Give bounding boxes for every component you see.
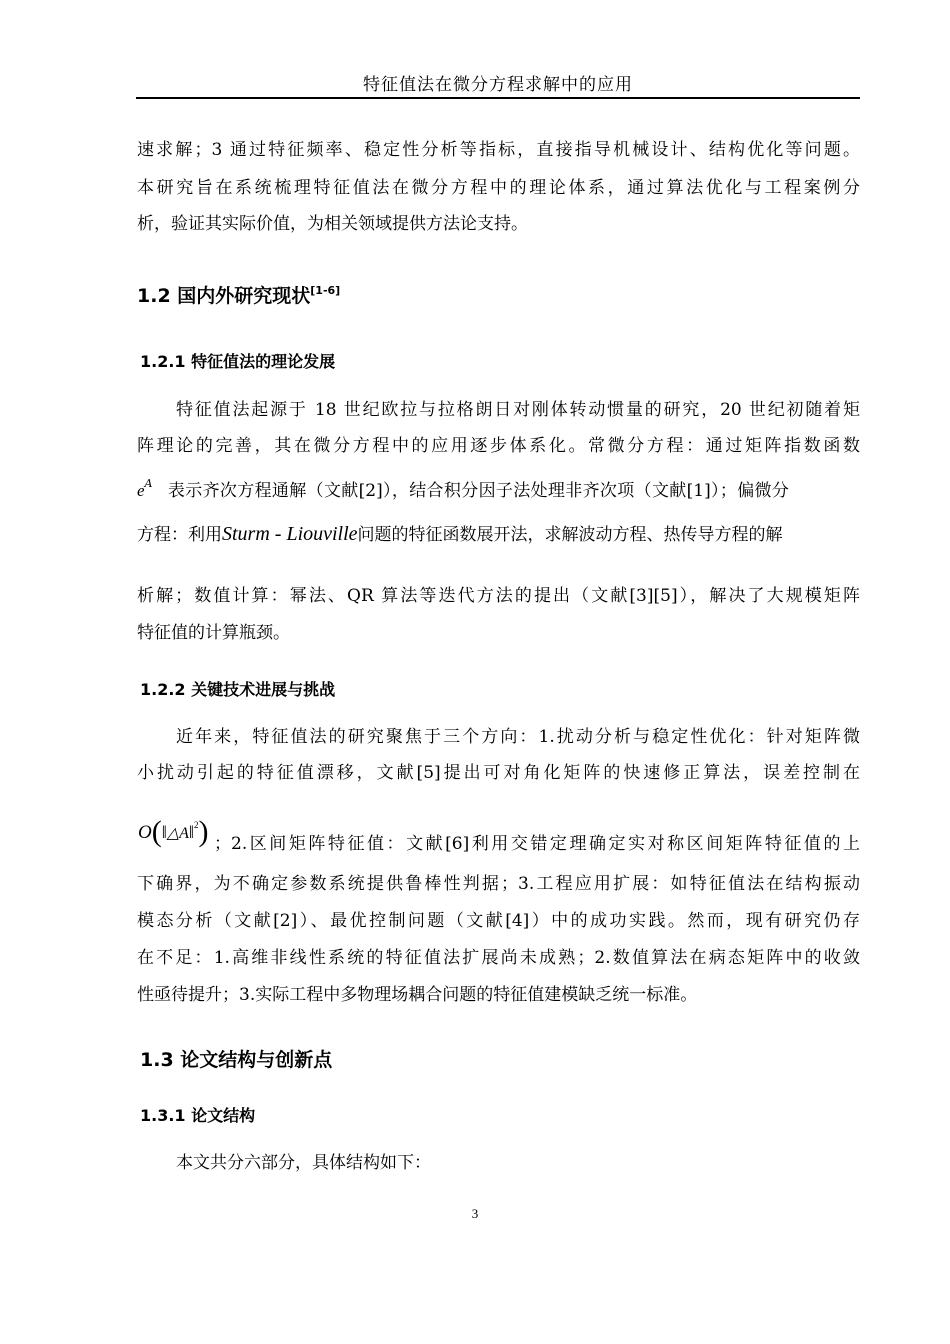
paragraph-line: 模态分析（文献[2]）、最优控制问题（文献[4]）中的成功实践。然而，现有研究仍存: [137, 911, 860, 931]
paragraph-line: 下确界，为不确定参数系统提供鲁棒性判据；3.工程应用扩展：如特征值法在结构振动: [137, 874, 860, 894]
paragraph-line: 本研究旨在系统梳理特征值法在微分方程中的理论体系，通过算法优化与工程案例分: [137, 178, 860, 198]
paragraph-text: 表示齐次方程通解（文献[2]），结合积分因子法处理非齐次项（文献[1]）；偏微分: [167, 481, 789, 501]
paragraph-line: 性亟待提升；3.实际工程中多物理场耦合问题的特征值建模缺乏统一标准。: [137, 985, 698, 1005]
math-right-paren: ): [198, 815, 209, 848]
math-square-exponent: 2: [193, 820, 199, 830]
math-left-paren: (: [151, 815, 162, 848]
math-big-o: O: [138, 822, 152, 843]
section-heading-1-3: 1.3 论文结构与创新点: [140, 1049, 333, 1071]
math-delta-a: △A: [166, 825, 189, 842]
paragraph-line: ；2.区间矩阵特征值：文献[6]利用交错定理确定实对称区间矩阵特征值的上: [214, 834, 860, 854]
math-norm-bar: ‖: [188, 822, 194, 842]
paragraph-line: 在不足：1.高维非线性系统的特征值法扩展尚未成熟；2.数值算法在病态矩阵中的收敛: [137, 948, 860, 968]
section-heading-text: 1.2 国内外研究现状: [137, 285, 311, 307]
paragraph-line: 小扰动引起的特征值漂移，文献[5]提出可对角化矩阵的快速修正算法，误差控制在: [137, 763, 860, 783]
math-exp-superscript: A: [144, 477, 153, 490]
paragraph-line: [137, 472, 860, 503]
paragraph-line: 本文共分六部分，具体结构如下：: [176, 1153, 431, 1173]
subsection-heading-1-2-1: 1.2.1 特征值法的理论发展: [140, 352, 336, 371]
math-exp-base: e: [137, 481, 145, 500]
paragraph-line: 析，验证其实际价值，为相关领域提供方法论支持。: [137, 214, 528, 234]
header-rule: [136, 97, 860, 99]
paragraph-line: 速求解；3 通过特征频率、稳定性分析等指标，直接指导机械设计、结构优化等问题。: [137, 140, 860, 160]
paragraph-line: 特征值的计算瓶颈。: [137, 623, 290, 643]
citation-superscript: [1-6]: [310, 284, 341, 297]
section-heading-1-2: [137, 281, 340, 308]
math-sturm-liouville: Sturm - Liouville: [222, 523, 358, 545]
subsection-heading-1-3-1: 1.3.1 论文结构: [140, 1106, 256, 1125]
running-header-title: 特征值法在微分方程求解中的应用: [363, 75, 633, 95]
math-big-o-expression: [138, 815, 208, 849]
paragraph-line: 析解；数值计算：幂法、QR 算法等迭代方法的提出（文献[3][5]），解决了大规模矩阵: [137, 586, 860, 606]
paragraph-line: 阵理论的完善，其在微分方程中的应用逐步体系化。常微分方程：通过矩阵指数函数: [137, 436, 860, 456]
paragraph-text: 问题的特征函数展开法，求解波动方程、热传导方程的解: [357, 525, 783, 545]
page-number: 3: [471, 1206, 479, 1221]
paragraph-line: 近年来，特征值法的研究聚焦于三个方向：1.扰动分析与稳定性优化：针对矩阵微: [176, 727, 860, 747]
paragraph-text: 方程：利用: [137, 525, 222, 545]
math-norm-bar: ‖: [161, 822, 167, 842]
paragraph-line: 特征值法起源于 18 世纪欧拉与拉格朗日对刚体转动惯量的研究，20 世纪初随着矩: [176, 400, 860, 420]
subsection-heading-1-2-2: 1.2.2 关键技术进展与挑战: [140, 680, 336, 699]
paragraph-line: [137, 522, 860, 547]
